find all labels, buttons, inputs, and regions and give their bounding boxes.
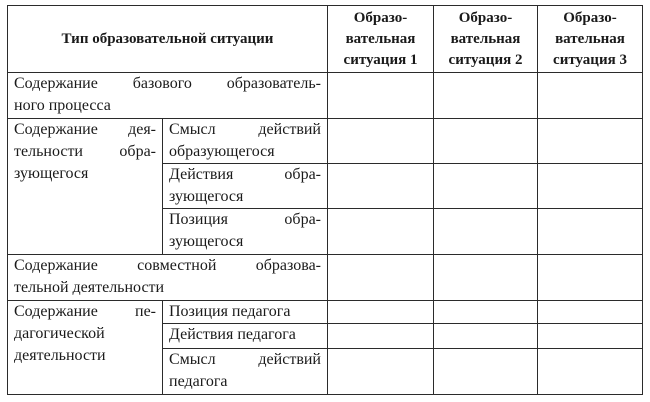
header-line: Образо- — [458, 9, 513, 26]
table-cell[interactable] — [538, 119, 643, 164]
header-line: вательная — [345, 30, 416, 47]
header-line: Образо- — [353, 9, 408, 26]
row-label-learner-meaning — [163, 119, 328, 164]
table-row-joint-activity — [8, 255, 643, 301]
table-cell[interactable] — [434, 324, 538, 349]
table-cell[interactable] — [434, 119, 538, 164]
row-group-teacher-activity — [8, 301, 163, 395]
table-cell[interactable] — [538, 209, 643, 255]
table-cell[interactable] — [538, 164, 643, 209]
header-line: Образо- — [563, 9, 617, 26]
label-line: зующегося — [169, 188, 244, 205]
row-label-joint-activity — [8, 255, 328, 301]
header-row — [8, 6, 643, 73]
label-line: деятельности — [14, 347, 106, 364]
table-cell[interactable] — [434, 164, 538, 209]
label-line: педагога — [169, 373, 228, 390]
row-label-teacher-meaning — [163, 349, 328, 395]
header-line: вательная — [555, 30, 625, 47]
label-line: Позиция обра- — [169, 211, 321, 228]
table-cell[interactable] — [328, 255, 434, 301]
label-line: Содержание дея- — [14, 121, 156, 138]
table-cell[interactable] — [434, 301, 538, 324]
label-line: Действия педагога — [169, 326, 296, 343]
header-situation-1 — [328, 6, 434, 73]
label-line: дагогической — [14, 325, 105, 342]
table-cell[interactable] — [328, 301, 434, 324]
row-label-learner-position — [163, 209, 328, 255]
label-line: тельности обра- — [14, 143, 156, 160]
label-line: Действия обра- — [169, 166, 321, 183]
header-situation-2 — [434, 6, 538, 73]
label-line: зующегося — [14, 165, 89, 182]
label-line: Содержание совместной образова- — [14, 257, 321, 274]
label-line: тельной деятельности — [14, 279, 165, 296]
row-label-teacher-actions — [163, 324, 328, 349]
header-situation-type: Тип образовательной ситуации — [8, 6, 328, 73]
header-line: вательная — [450, 30, 521, 47]
header-situation-3 — [538, 6, 643, 73]
row-label-teacher-position — [163, 301, 328, 324]
label-line: Содержание пе- — [14, 303, 156, 320]
row-label-learner-actions — [163, 164, 328, 209]
header-line: ситуация 2 — [448, 51, 523, 68]
label-line: Содержание базового образователь- — [14, 75, 321, 92]
educational-situation-table — [7, 5, 643, 395]
label-line: Позиция педагога — [169, 303, 291, 320]
table-cell[interactable] — [328, 73, 434, 119]
table-cell[interactable] — [538, 301, 643, 324]
table-cell[interactable] — [328, 164, 434, 209]
label-line: образующегося — [169, 143, 275, 160]
table-cell[interactable] — [538, 255, 643, 301]
label-line: зующегося — [169, 233, 244, 250]
row-group-learner-activity — [8, 119, 163, 255]
label-line: ного процесса — [14, 97, 111, 114]
table-cell[interactable] — [538, 73, 643, 119]
table-cell[interactable] — [328, 324, 434, 349]
table-row-learner-meaning — [8, 119, 643, 164]
table-cell[interactable] — [328, 119, 434, 164]
table-row-base-process — [8, 73, 643, 119]
table-cell[interactable] — [538, 349, 643, 395]
table-cell[interactable] — [434, 73, 538, 119]
table-cell[interactable] — [434, 349, 538, 395]
label-line: Смысл действий — [169, 351, 321, 368]
table-cell[interactable] — [328, 209, 434, 255]
header-line: ситуация 3 — [553, 51, 627, 68]
table-cell[interactable] — [538, 324, 643, 349]
header-line: ситуация 1 — [343, 51, 418, 68]
row-label-base-process — [8, 73, 328, 119]
table-cell[interactable] — [434, 209, 538, 255]
table-cell[interactable] — [434, 255, 538, 301]
table-row-teacher-position — [8, 301, 643, 324]
table-cell[interactable] — [328, 349, 434, 395]
label-line: Смысл действий — [169, 121, 321, 138]
